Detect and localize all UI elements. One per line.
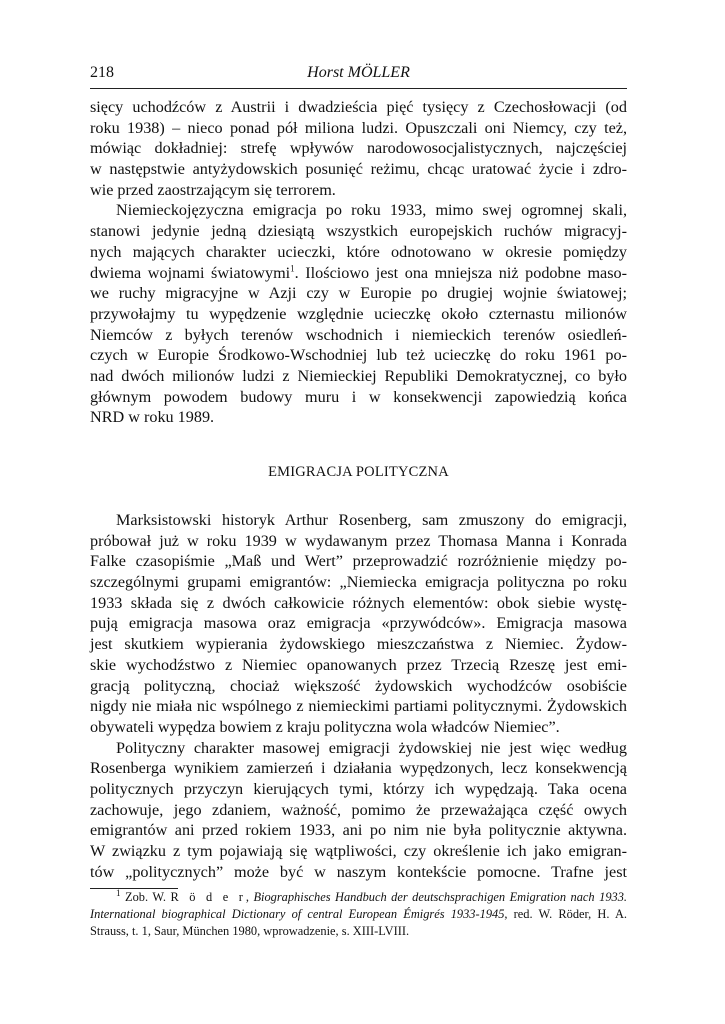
footnote-text: , red. W. Röder, H. A. <box>504 907 627 922</box>
page-header <box>90 58 627 89</box>
text-line: w następstwie antyżydowskich posunięć reżimu, chcąc uratować życie i zdro- <box>90 160 627 179</box>
text-line: czych w Europie Środkowo-Wschodniej lub też ucieczkę do roku 1961 po- <box>90 346 627 365</box>
text-line: we ruchy migracyjne w Azji czy w Europie po drugiej wojnie światowej; <box>90 284 627 303</box>
footnote-title: Biographisches Handbuch der deutschsprachigen Emigration nach 1933. <box>253 890 628 905</box>
text-line: nigdy nie miała nic wspólnego z niemieckimi partiami politycznymi. Żydowskich <box>90 697 627 716</box>
text-line: roku 1938) – nieco ponad pół miliona ludzi. Opuszczali oni Niemcy, czy też, <box>90 118 627 137</box>
text-fragment: dwiema wojnami światowymi <box>90 263 291 282</box>
text-line: mówiąc dokładniej: strefę wpływów narodowosocjalistycznych, najczęściej <box>90 139 627 158</box>
footnote-line: $^1$ Zob. W. R ö d e r, Biographisches Handbuch der deutschsprachigen Emigration nach 1933. <box>116 888 628 905</box>
page-number: 218 <box>90 64 114 81</box>
footnote-prefix: Zob. W. <box>125 890 167 905</box>
text-line: szczególnymi grupami emigrantów: „Niemiecka emigracja polityczna po roku <box>90 573 627 592</box>
text-line: W związku z tym pojawiają się wątpliwości, czy określenie ich jako emigran- <box>90 842 627 860</box>
text-line: przywołajmy tu wypędzenie względnie ucieczkę około czternastu milionów <box>90 304 627 323</box>
text-line: pują emigracja masowa oraz emigracja «przywódców». Emigracja masowa <box>90 614 627 633</box>
text-line: nych mających charakter ucieczki, które odnotowano w okresie pomiędzy <box>90 242 627 261</box>
text-line: 1933 składa się z dwóch całkowicie różnych elementów: obok siebie wystę- <box>90 593 627 612</box>
text-line: próbował już w roku 1939 w wydawanym przez Thomasa Manna i Konrada <box>90 531 627 550</box>
text-line <box>90 263 627 284</box>
text-line: Falke czasopiśmie „Maß und Wert” przeprowadzić rozróżnienie między po- <box>90 552 627 571</box>
paragraph-3 <box>90 510 627 738</box>
book-page <box>90 58 627 940</box>
text-line: Rosenberga wynikiem zamierzeń i działania wypędzonych, lecz konsekwencją <box>90 759 627 778</box>
text-line: gracją polityczną, chociaż większość żydowskich wychodźców osobiście <box>90 676 627 695</box>
footnote-author: R ö d e r <box>170 890 246 905</box>
running-head: Horst MÖLLER <box>307 64 410 81</box>
section-heading: EMIGRACJA POLITYCZNA <box>268 464 449 480</box>
footnote-line: Strauss, t. 1, Saur, München 1980, wprowadzenie, s. XIII-LVIII. <box>90 924 410 939</box>
footnote-reference[interactable]: 1 <box>290 263 295 274</box>
text-line: głównym powodem budowy muru i w konsekwencji zapowiedzią końca <box>90 387 627 406</box>
text-line: Marksistowski historyk Arthur Rosenberg, sam zmuszony do emigracji, <box>116 511 627 529</box>
text-line: nad dwóch milionów ludzi z Niemieckiej Republiki Demokratycznej, co było <box>90 366 627 385</box>
text-line: emigrantów ani przed rokiem 1933, ani po nim nie była politycznie aktywna. <box>90 821 627 840</box>
footnote-marker: 1 <box>116 888 121 899</box>
text-line: zachowuje, jego zdaniem, ważność, pomimo że przeważająca część owych <box>90 800 627 819</box>
footnote-title: International biographical Dictionary of central European Émigrés 1933-1945 <box>90 907 505 922</box>
text-line: obywateli wypędza bowiem z kraju polityczna wola władców Niemiec”. <box>90 717 560 736</box>
footnote <box>90 889 627 940</box>
text-line: stanowi jedynie jedną dziesiątą wszystkich europejskich ruchów migracyj- <box>90 222 627 241</box>
text-line: NRD w roku 1989. <box>90 408 215 427</box>
text-line: tów „politycznych” może być w naszym kontekście pomocne. Trafne jest <box>90 862 627 881</box>
text-line: politycznych przyczyn kierujących tymi, którzy ich wypędzają. Taka ocena <box>90 779 627 798</box>
text-line: Polityczny charakter masowej emigracji żydowskiej nie jest więc według <box>116 738 627 757</box>
text-line: skie wychodźstwo z Niemiec opanowanych przez Trzecią Rzeszę jest emi- <box>90 655 627 674</box>
text-fragment: . Ilościowo jest ona mniejsza niż podobne maso- <box>294 263 628 282</box>
text-line: jest skutkiem wypierania żydowskiego mieszczaństwa z Niemiec. Żydow- <box>90 635 627 654</box>
text-line: wie przed zaostrzającym się terrorem. <box>90 180 336 199</box>
text-line: Niemców z byłych terenów wschodnich i niemieckich terenów osiedleń- <box>90 325 627 344</box>
text-line: Niemieckojęzyczna emigracja po roku 1933, mimo swej ogromnej skali, <box>116 201 627 220</box>
text-line: sięcy uchodźców z Austrii i dwadzieścia pięć tysięcy z Czechosłowacji (od <box>90 98 627 116</box>
footnote-line <box>90 906 627 923</box>
paragraph-2 <box>90 200 627 428</box>
paragraph-1 <box>90 97 627 200</box>
paragraph-4 <box>90 738 627 883</box>
